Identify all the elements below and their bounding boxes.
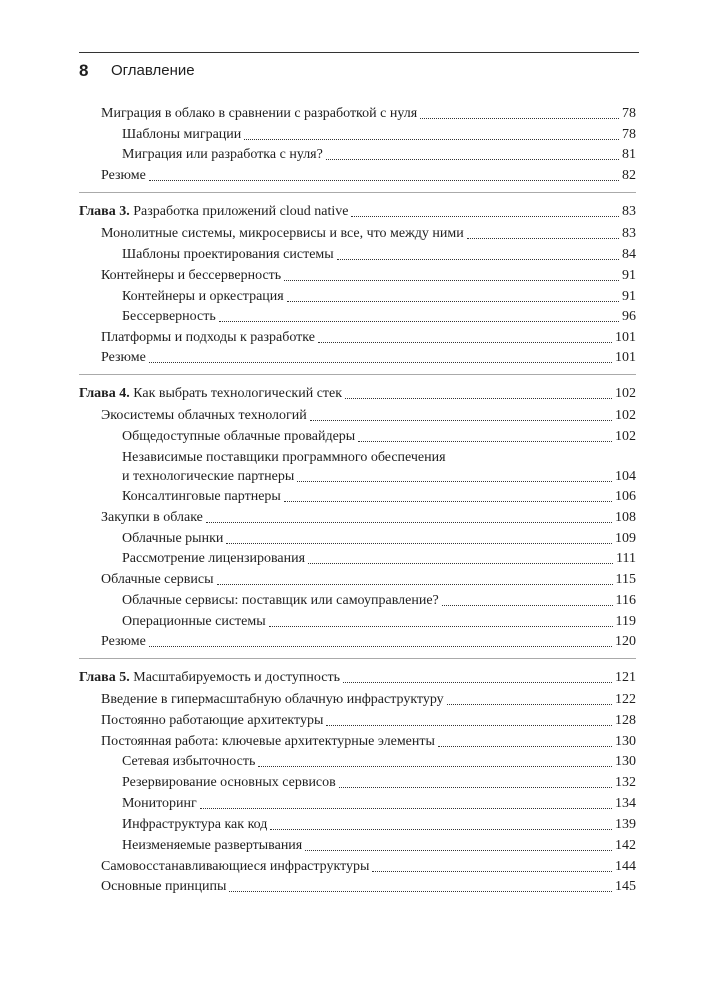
leader-dots <box>442 604 613 606</box>
toc-entry-page: 145 <box>615 879 636 894</box>
toc-entry-page: 78 <box>622 106 636 121</box>
toc-entry-label: Закупки в облаке <box>101 510 203 525</box>
toc-entry-label: Резюме <box>101 350 146 365</box>
leader-dots <box>270 828 612 830</box>
toc-entry[interactable] <box>122 836 636 856</box>
toc-entry-page: 130 <box>615 734 636 749</box>
toc-entry[interactable] <box>122 487 636 507</box>
toc-entry[interactable] <box>122 815 636 835</box>
toc-entry-page: 109 <box>615 531 636 546</box>
leader-dots <box>284 279 619 281</box>
leader-dots <box>339 786 612 788</box>
toc-entry-page: 91 <box>622 289 636 304</box>
leader-dots <box>149 179 619 181</box>
leader-dots <box>420 117 619 119</box>
leader-dots <box>308 562 613 564</box>
toc-entry-label: Экосистемы облачных технологий <box>101 408 307 423</box>
toc-entry-label <box>79 202 348 222</box>
toc-entry-label: Миграция в облако в сравнении с разработкой с нуля <box>101 106 418 121</box>
toc-entry[interactable] <box>101 690 636 710</box>
toc-entry-page: 78 <box>622 127 636 142</box>
toc-entry[interactable] <box>101 732 636 752</box>
leader-dots <box>345 397 612 399</box>
toc-chapter-entry[interactable] <box>79 668 636 688</box>
leader-dots <box>310 419 612 421</box>
toc-entry-label: Постоянная работа: ключевые архитектурные элементы <box>101 734 435 749</box>
header-rule <box>79 52 639 53</box>
leader-dots <box>149 361 612 363</box>
toc-entry[interactable] <box>122 549 636 569</box>
leader-dots <box>438 745 612 747</box>
chapter-number: Глава 5. <box>79 670 130 685</box>
toc-entry-label-continued: и технологические партнеры <box>122 469 295 484</box>
leader-dots <box>229 890 612 892</box>
leader-dots <box>372 870 612 872</box>
toc-entry[interactable] <box>122 467 636 487</box>
toc-entry-label: Контейнеры и бессерверность <box>101 268 282 283</box>
toc-entry-page: 83 <box>622 226 636 241</box>
leader-dots <box>326 724 612 726</box>
toc-entry[interactable] <box>122 125 636 145</box>
leader-dots <box>358 440 612 442</box>
toc-entry[interactable] <box>101 104 636 124</box>
toc-entry-page: 120 <box>615 634 636 649</box>
toc-entry-label: Монолитные системы, микросервисы и все, что между ними <box>101 226 464 241</box>
toc-entry-label: Введение в гипермасштабную облачную инфраструктуру <box>101 692 444 707</box>
toc-entry[interactable] <box>101 266 636 286</box>
toc-entry-page: 83 <box>622 204 636 219</box>
toc-entry[interactable] <box>122 773 636 793</box>
toc-entry-page: 134 <box>615 796 636 811</box>
toc-entry-label: Резервирование основных сервисов <box>122 775 336 790</box>
leader-dots <box>244 138 619 140</box>
leader-dots <box>351 215 619 217</box>
toc-entry-label: Общедоступные облачные провайдеры <box>122 429 356 444</box>
toc-entry-label <box>79 668 340 688</box>
toc-entry[interactable] <box>122 245 636 265</box>
toc-entry[interactable] <box>101 328 636 348</box>
toc-entry-label: Независимые поставщики программного обеспечения <box>122 450 446 465</box>
toc-entry-label: Рассмотрение лицензирования <box>122 551 306 566</box>
chapter-title: Масштабируемость и доступность <box>129 670 340 685</box>
leader-dots <box>305 849 612 851</box>
toc-entry[interactable] <box>101 224 636 244</box>
toc-entry[interactable] <box>122 427 636 447</box>
leader-dots <box>343 681 612 683</box>
toc-entry[interactable] <box>101 857 636 877</box>
leader-dots <box>318 341 612 343</box>
leader-dots <box>217 583 613 585</box>
toc-entry-page: 101 <box>615 350 636 365</box>
toc-entry-label <box>79 384 342 404</box>
toc-entry-label: Неизменяемые развертывания <box>122 838 303 853</box>
toc-entry-page: 91 <box>622 268 636 283</box>
toc-entry-label: Мониторинг <box>122 796 197 811</box>
toc-entry-page: 106 <box>615 489 636 504</box>
chapter-number: Глава 3. <box>79 204 130 219</box>
toc-entry-label: Инфраструктура как код <box>122 817 268 832</box>
toc-entry-page: 144 <box>615 859 636 874</box>
toc-entry[interactable] <box>122 752 636 772</box>
toc-entry-page: 122 <box>615 692 636 707</box>
toc-entry-label: Операционные системы <box>122 614 266 629</box>
toc-entry[interactable] <box>101 166 636 186</box>
leader-dots <box>200 807 612 809</box>
toc-entry-page: 101 <box>615 330 636 345</box>
toc-entry-label: Бессерверность <box>122 309 216 324</box>
toc-entry-page: 84 <box>622 247 636 262</box>
page-header <box>79 58 639 86</box>
toc-entry-label: Основные принципы <box>101 879 227 894</box>
toc-entry-page: 121 <box>615 670 636 685</box>
toc-entry[interactable] <box>122 591 636 611</box>
toc-entry-page: 96 <box>622 309 636 324</box>
leader-dots <box>297 480 612 482</box>
toc-entry-page: 104 <box>615 469 636 484</box>
leader-dots <box>447 703 612 705</box>
toc-entry-line1[interactable] <box>122 448 636 468</box>
toc-entry-label: Сетевая избыточность <box>122 754 256 769</box>
chapter-number: Глава 4. <box>79 386 130 401</box>
toc-entry[interactable] <box>122 307 636 327</box>
toc-entry[interactable] <box>122 529 636 549</box>
leader-dots <box>337 258 619 260</box>
toc-entry[interactable] <box>101 711 636 731</box>
leader-dots <box>326 158 619 160</box>
toc-entry-label: Шаблоны проектирования системы <box>122 247 334 262</box>
toc-entry-page: 139 <box>615 817 636 832</box>
chapter-title: Как выбрать технологический стек <box>129 386 343 401</box>
toc-entry-page: 81 <box>622 147 636 162</box>
section-divider <box>79 374 636 375</box>
toc-entry-label: Облачные сервисы <box>101 572 214 587</box>
toc-entry-label: Шаблоны миграции <box>122 127 242 142</box>
running-title: Оглавление <box>111 62 195 79</box>
toc-entry-label: Облачные сервисы: поставщик или самоуправление? <box>122 593 439 608</box>
toc-entry-label: Облачные рынки <box>122 531 224 546</box>
toc-entry-page: 115 <box>615 572 636 587</box>
toc-entry[interactable] <box>101 508 636 528</box>
toc-entry-page: 142 <box>615 838 636 853</box>
leader-dots <box>226 542 612 544</box>
toc-entry-page: 128 <box>615 713 636 728</box>
toc-entry-label: Контейнеры и оркестрация <box>122 289 284 304</box>
toc-entry[interactable] <box>122 612 636 632</box>
toc-entry-page: 116 <box>615 593 636 608</box>
toc-entry-page: 130 <box>615 754 636 769</box>
toc-entry[interactable] <box>122 794 636 814</box>
toc-entry-page: 82 <box>622 168 636 183</box>
toc-entry-label: Резюме <box>101 634 146 649</box>
toc-entry-label: Консалтинговые партнеры <box>122 489 281 504</box>
toc-entry[interactable] <box>122 145 636 165</box>
toc-chapter-entry[interactable] <box>79 384 636 404</box>
toc-entry-label: Миграция или разработка с нуля? <box>122 147 323 162</box>
leader-dots <box>287 300 619 302</box>
toc-entry-label: Платформы и подходы к разработке <box>101 330 315 345</box>
toc-chapter-entry[interactable] <box>79 202 636 222</box>
toc-entry-page: 132 <box>615 775 636 790</box>
leader-dots <box>219 320 619 322</box>
toc-entry-page: 111 <box>616 551 636 566</box>
toc-entry-label: Резюме <box>101 168 146 183</box>
leader-dots <box>258 765 612 767</box>
toc-entry[interactable] <box>122 287 636 307</box>
toc-entry-page: 102 <box>615 386 636 401</box>
toc-entry-label: Самовосстанавливающиеся инфраструктуры <box>101 859 370 874</box>
leader-dots <box>206 521 612 523</box>
leader-dots <box>149 645 612 647</box>
page-number: 8 <box>79 61 89 80</box>
leader-dots <box>467 237 619 239</box>
chapter-title: Разработка приложений cloud native <box>129 204 349 219</box>
toc-entry[interactable] <box>101 406 636 426</box>
leader-dots <box>269 625 613 627</box>
toc-entry-label: Постоянно работающие архитектуры <box>101 713 324 728</box>
section-divider <box>79 658 636 659</box>
leader-dots <box>284 500 612 502</box>
toc-entry[interactable] <box>101 348 636 368</box>
toc-entry-page: 108 <box>615 510 636 525</box>
toc-entry[interactable] <box>101 632 636 652</box>
toc-entry[interactable] <box>101 570 636 590</box>
toc-entry-page: 102 <box>615 429 636 444</box>
toc-entry-page: 102 <box>615 408 636 423</box>
toc-entry[interactable] <box>101 877 636 897</box>
toc-entry-page: 119 <box>615 614 636 629</box>
section-divider <box>79 192 636 193</box>
